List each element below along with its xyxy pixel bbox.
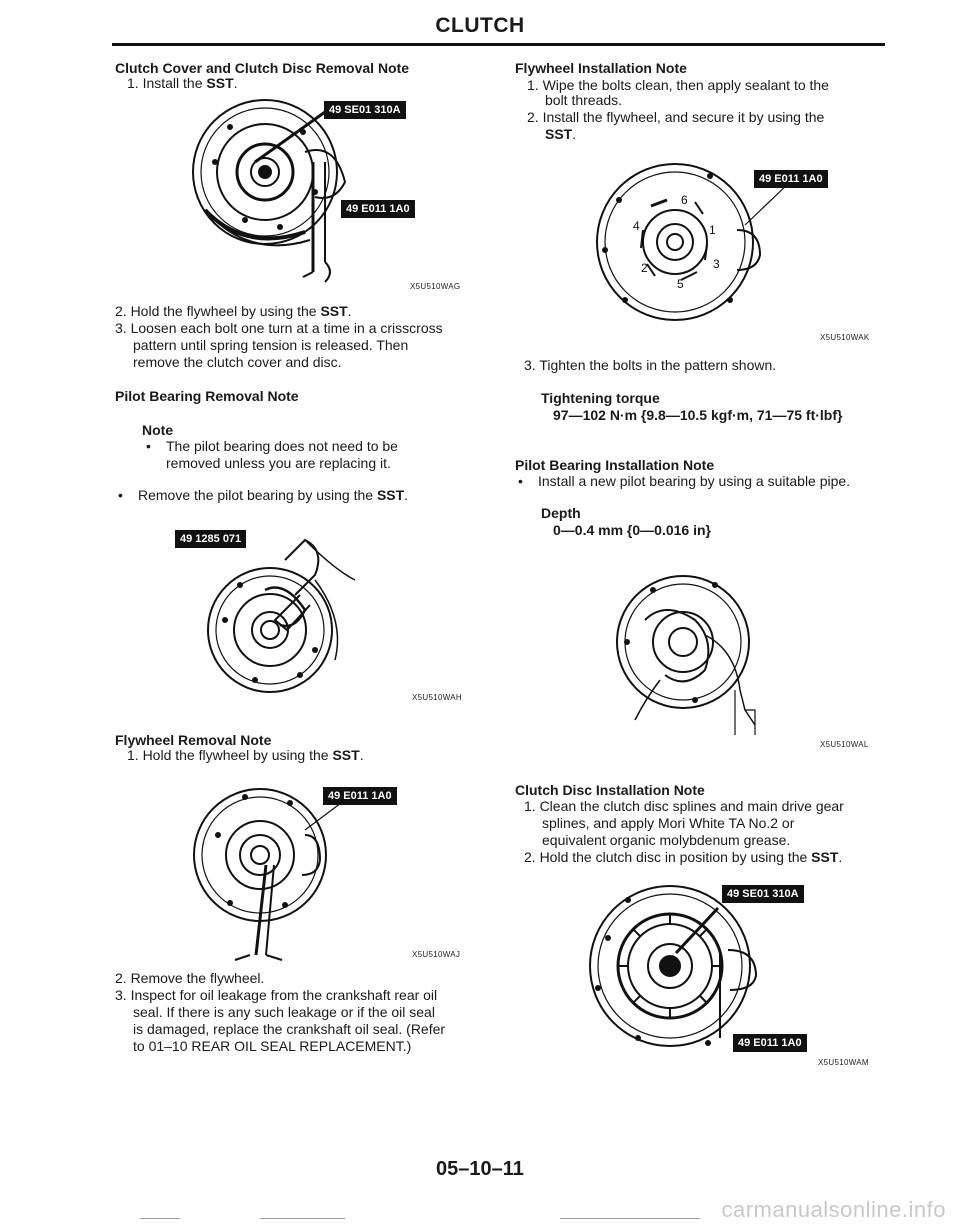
sst-tag: 49 1285 071 <box>175 530 246 548</box>
step-text: SST. <box>545 126 577 142</box>
page-number: 05–10–11 <box>436 1158 524 1180</box>
bullet-text: • Remove the pilot bearing by using the SST. <box>138 487 408 504</box>
depth-value: 0—0.4 mm {0—0.016 in} <box>553 522 711 538</box>
section-heading-pilot-bearing-installation: Pilot Bearing Installation Note <box>515 457 715 473</box>
step-text: 2. Hold the clutch disc in position by using the SST. <box>524 849 843 865</box>
section-heading-pilot-bearing-removal: Pilot Bearing Removal Note <box>115 388 299 404</box>
step-text: 1. Clean the clutch disc splines and main drive gear <box>524 798 844 814</box>
sst-tag: 49 E011 1A0 <box>323 787 397 805</box>
bolt-number: 3 <box>713 257 720 271</box>
step-text: to 01–10 REAR OIL SEAL REPLACEMENT.) <box>133 1038 412 1054</box>
note-text: • The pilot bearing does not need to be <box>166 438 398 455</box>
figure-code: X5U510WAM <box>818 1058 869 1067</box>
sst-tag: 49 E011 1A0 <box>754 170 828 188</box>
bolt-number: 1 <box>709 223 716 237</box>
bolt-number: 2 <box>641 261 648 275</box>
sst-tag: 49 E011 1A0 <box>733 1034 807 1052</box>
step-text: 1. Wipe the bolts clean, then apply sealant to the <box>527 77 829 93</box>
step-text: 3. Inspect for oil leakage from the crankshaft rear oil <box>115 987 438 1003</box>
note-text: removed unless you are replacing it. <box>166 455 391 471</box>
figure-code: X5U510WAH <box>412 693 462 702</box>
step-text: 3. Loosen each bolt one turn at a time in a crisscross <box>115 320 443 336</box>
step-text: 3. Tighten the bolts in the pattern shown. <box>524 357 777 373</box>
step-text: 2. Remove the flywheel. <box>115 970 265 986</box>
bolt-number: 4 <box>633 219 640 233</box>
figure-pilot-bearing-installation <box>605 560 775 745</box>
step-text: 1. Hold the flywheel by using the SST. <box>127 747 364 763</box>
torque-label: Tightening torque <box>541 390 660 406</box>
figure-code: X5U510WAG <box>410 282 461 291</box>
step-text: bolt threads. <box>545 92 623 108</box>
step-text: pattern until spring tension is released. Then <box>133 337 409 353</box>
figure-clutch-cover-removal <box>185 92 455 292</box>
bolt-number: 5 <box>677 277 684 291</box>
sst-tag: 49 SE01 310A <box>722 885 804 903</box>
watermark: carmanualsonline.info <box>721 1197 946 1222</box>
step-text: splines, and apply Mori White TA No.2 or <box>542 815 795 831</box>
torque-value: 97—102 N·m {9.8—10.5 kgf·m, 71—75 ft·lbf} <box>553 407 843 423</box>
step-text: seal. If there is any such leakage or if the oil seal <box>133 1004 435 1020</box>
section-heading-clutch-cover-removal: Clutch Cover and Clutch Disc Removal Note <box>115 60 410 76</box>
note-label: Note <box>142 422 174 438</box>
section-heading-clutch-disc-installation: Clutch Disc Installation Note <box>515 782 705 798</box>
depth-label: Depth <box>541 505 581 521</box>
step-text: is damaged, replace the crankshaft oil seal. (Refer <box>133 1021 446 1037</box>
figure-code: X5U510WAK <box>820 333 870 342</box>
footer-rule <box>140 1218 180 1219</box>
sst-tag: 49 E011 1A0 <box>341 200 415 218</box>
bolt-number: 6 <box>681 193 688 207</box>
sst-tag: 49 SE01 310A <box>324 101 406 119</box>
figure-code: X5U510WAL <box>820 740 869 749</box>
bullet-text: • Install a new pilot bearing by using a suitable pipe. <box>538 473 850 490</box>
footer-rule <box>260 1218 345 1219</box>
section-heading-flywheel-installation: Flywheel Installation Note <box>515 60 687 76</box>
figure-code: X5U510WAJ <box>412 950 461 959</box>
step-text: 2. Hold the flywheel by using the SST. <box>115 303 352 319</box>
step-text: 1. Install the SST. <box>127 75 238 91</box>
header-rule <box>112 43 885 46</box>
step-text: remove the clutch cover and disc. <box>133 354 342 370</box>
step-text: 2. Install the flywheel, and secure it by using the <box>527 109 825 125</box>
page-title: CLUTCH <box>435 14 525 37</box>
section-heading-flywheel-removal: Flywheel Removal Note <box>115 732 272 748</box>
step-text: equivalent organic molybdenum grease. <box>542 832 791 848</box>
footer-rule <box>560 1218 700 1219</box>
